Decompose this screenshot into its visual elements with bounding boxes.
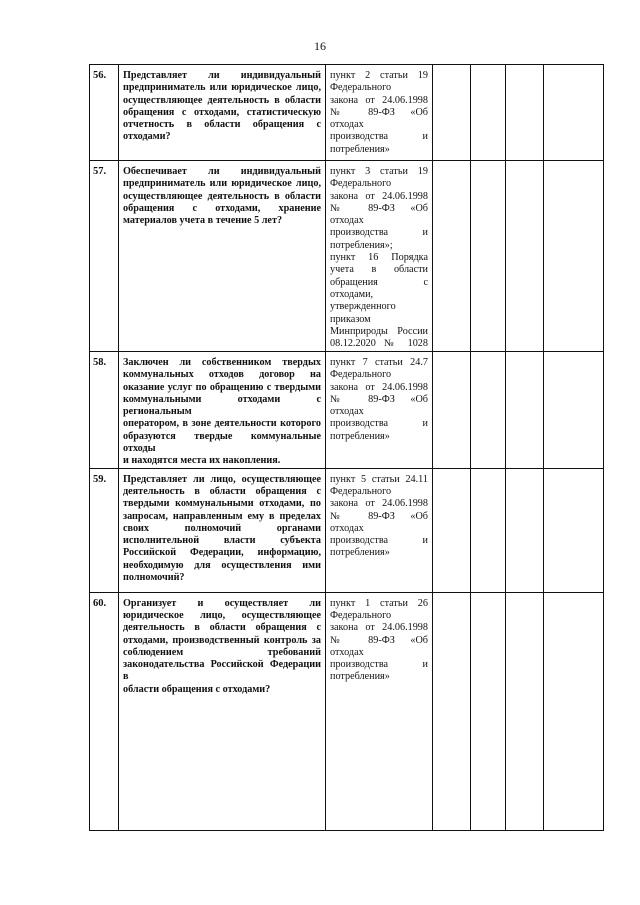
question-line: законодательства Российской Федерации в	[123, 659, 321, 683]
reference-line: обращения с	[330, 276, 428, 288]
question-line: материалов учета в течение 5 лет?	[123, 215, 283, 227]
reference-line: потребления»	[330, 143, 390, 155]
page-number: 16	[314, 39, 326, 53]
legal-reference-cell	[326, 352, 433, 469]
question-line: твердыми коммунальными отходами, по	[123, 498, 321, 510]
answer-cell	[506, 65, 544, 161]
reference-line: Федерального	[330, 178, 392, 190]
legal-reference-cell	[326, 592, 433, 830]
question-line: Организует и осуществляет ли	[123, 597, 321, 609]
answer-cell	[506, 468, 544, 592]
answer-cell	[433, 468, 471, 592]
reference-line: Федерального	[330, 485, 392, 497]
question-line: Заключен ли собственником твердых	[123, 357, 321, 368]
reference-line: производства и	[330, 535, 428, 547]
reference-line: утвержденного	[330, 301, 396, 313]
question-line: запросам, направленным ему в пределах	[123, 510, 321, 522]
reference-line: производства и	[330, 418, 428, 430]
question-line: отходами, производственный контроль за	[123, 634, 321, 646]
answer-cell	[471, 65, 506, 161]
reference-line: учета в области	[330, 264, 428, 276]
reference-line: потребления»	[330, 671, 390, 683]
reference-line: № 89-ФЗ «Об	[330, 393, 428, 405]
reference-line: производства и	[330, 131, 428, 143]
question-line: исполнительной власти субъекта	[123, 535, 321, 547]
reference-line: потребления»	[330, 547, 390, 559]
reference-line: отходах	[330, 646, 364, 658]
legal-reference-cell	[326, 65, 433, 161]
question-line: оказание услуг по обращению с твердыми	[123, 381, 321, 393]
reference-line: потребления»	[330, 430, 390, 442]
reference-line: отходах	[330, 522, 364, 534]
answer-cell	[506, 592, 544, 830]
row-number: 58.	[90, 352, 119, 469]
question-line: Представляет ли лицо, осуществляющее	[123, 473, 321, 485]
answer-cell	[544, 161, 604, 352]
answer-cell	[506, 352, 544, 469]
question-line: деятельность в области обращения с	[123, 622, 321, 634]
question-line: юридическое лицо, осуществляющее	[123, 609, 321, 621]
reference-line: № 89-ФЗ «Об	[330, 202, 428, 214]
answer-cell	[471, 592, 506, 830]
legal-reference-cell	[326, 161, 433, 352]
reference-line: Федерального	[330, 369, 392, 381]
question-line: отходами?	[123, 131, 171, 143]
reference-line: № 89-ФЗ «Об	[330, 510, 428, 522]
question-cell	[119, 468, 326, 592]
reference-line: закона от 24.06.1998	[330, 622, 428, 634]
question-line: Обеспечивает ли индивидуальный	[123, 166, 321, 177]
checklist-row	[90, 65, 604, 161]
question-line: полномочий?	[123, 572, 185, 584]
question-line: осуществляющее деятельность в области	[123, 190, 321, 202]
question-line: обращения с отходами, хранение	[123, 202, 321, 214]
question-cell	[119, 352, 326, 469]
question-line: образуются твердые коммунальные отходы	[123, 430, 321, 455]
reference-line: № 89-ФЗ «Об	[330, 634, 428, 646]
reference-line: пункт 3 статьи 19	[330, 166, 428, 177]
answer-cell	[433, 592, 471, 830]
checklist-row	[90, 592, 604, 830]
question-line: Представляет ли индивидуальный	[123, 70, 321, 81]
reference-line: пункт 7 статьи 24.7	[330, 357, 428, 368]
reference-line: пункт 5 статьи 24.11	[330, 473, 428, 485]
answer-cell	[544, 65, 604, 161]
reference-line: пункт 1 статьи 26	[330, 597, 428, 609]
question-line: необходимую для осуществления ими	[123, 559, 321, 571]
question-cell	[119, 65, 326, 161]
question-line: и находятся места их накопления.	[123, 455, 281, 467]
checklist-row	[90, 352, 604, 469]
reference-line: отходах	[330, 119, 364, 131]
reference-line: пункт 16 Порядка	[330, 252, 428, 264]
row-number: 57.	[90, 161, 119, 352]
reference-line: Федерального	[330, 609, 392, 621]
reference-line: производства и	[330, 227, 428, 239]
reference-line: Федерального	[330, 82, 392, 94]
reference-line: отходах	[330, 215, 364, 227]
question-cell	[119, 592, 326, 830]
answer-cell	[544, 592, 604, 830]
reference-line: 08.12.2020 № 1028	[330, 338, 428, 350]
row-number: 56.	[90, 65, 119, 161]
reference-line: производства и	[330, 659, 428, 671]
question-line: коммунальных отходов договор на	[123, 369, 321, 381]
reference-line: закона от 24.06.1998	[330, 498, 428, 510]
question-line: соблюдением требований	[123, 646, 321, 658]
answer-cell	[506, 161, 544, 352]
question-line: коммунальными отходами с региональным	[123, 393, 321, 418]
question-line: предприниматель или юридическое лицо,	[123, 82, 321, 94]
question-line: обращения с отходами, статистическую	[123, 106, 321, 118]
reference-line: потребления»;	[330, 239, 393, 251]
answer-cell	[433, 352, 471, 469]
reference-line: пункт 2 статьи 19	[330, 70, 428, 81]
question-line: области обращения с отходами?	[123, 683, 271, 695]
reference-line: отходах	[330, 406, 364, 418]
answer-cell	[433, 65, 471, 161]
reference-line: приказом	[330, 313, 371, 325]
answer-cell	[471, 161, 506, 352]
checklist-row	[90, 161, 604, 352]
reference-line: закона от 24.06.1998	[330, 94, 428, 106]
question-line: Российской Федерации, информацию,	[123, 547, 321, 559]
answer-cell	[433, 161, 471, 352]
reference-line: Минприроды России	[330, 325, 428, 337]
row-number: 59.	[90, 468, 119, 592]
question-line: предприниматель или юридическое лицо,	[123, 178, 321, 190]
question-line: своих полномочий органами	[123, 522, 321, 534]
question-line: оператором, в зоне деятельности которого	[123, 418, 321, 430]
checklist-table	[89, 64, 604, 831]
reference-line: закона от 24.06.1998	[330, 381, 428, 393]
row-number: 60.	[90, 592, 119, 830]
question-line: осуществляющее деятельность в области	[123, 94, 321, 106]
answer-cell	[544, 468, 604, 592]
question-line: деятельность в области обращения с	[123, 485, 321, 497]
question-line: отчетность в области обращения с	[123, 119, 321, 131]
reference-line: № 89-ФЗ «Об	[330, 106, 428, 118]
reference-line: отходами,	[330, 288, 374, 300]
checklist-row	[90, 468, 604, 592]
answer-cell	[471, 352, 506, 469]
answer-cell	[471, 468, 506, 592]
question-cell	[119, 161, 326, 352]
reference-line: закона от 24.06.1998	[330, 190, 428, 202]
legal-reference-cell	[326, 468, 433, 592]
answer-cell	[544, 352, 604, 469]
